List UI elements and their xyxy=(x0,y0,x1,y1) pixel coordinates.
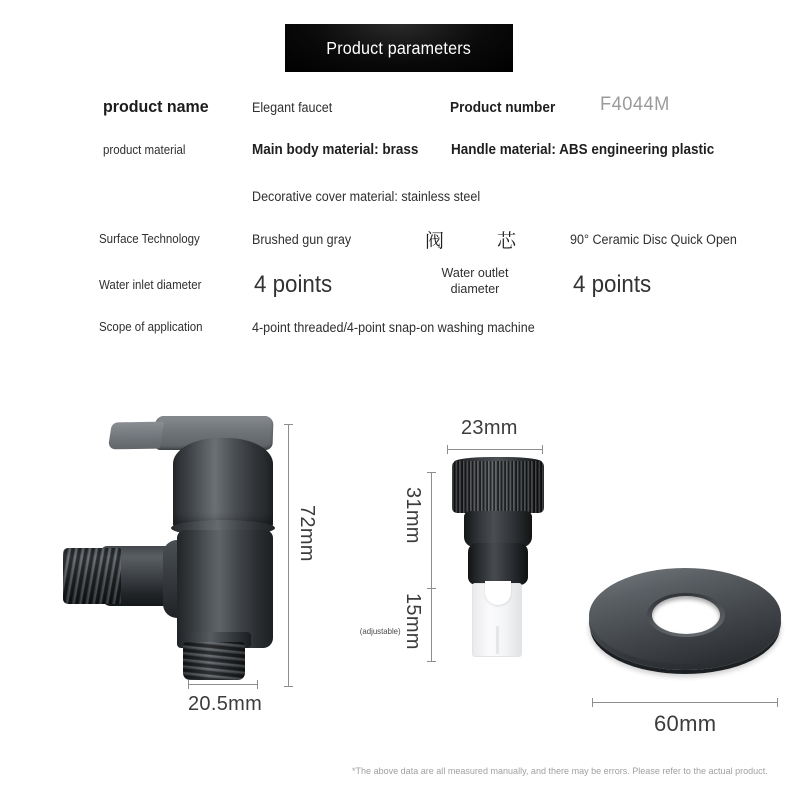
faucet-width-cap-left xyxy=(188,680,189,689)
faucet-body-illustration xyxy=(55,408,305,688)
connector-height-cap-mid xyxy=(427,588,436,589)
spec-value-cover-material: Decorative cover material: stainless steel xyxy=(252,189,481,204)
connector-middle-section xyxy=(464,511,532,547)
spec-value-handle-material: Handle material: ABS engineering plastic xyxy=(451,142,715,158)
spec-key-product-material: product material xyxy=(103,143,186,157)
connector-adjustable-note: (adjustable) xyxy=(359,626,401,636)
faucet-inlet-thread xyxy=(63,548,121,604)
spec-key-water-outlet-diameter: Water outlet diameter xyxy=(441,266,509,296)
faucet-height-dimension-line xyxy=(288,424,289,686)
connector-width-cap-left xyxy=(447,445,448,454)
faucet-outlet-thread xyxy=(183,642,245,680)
spec-value-product-name: Elegant faucet xyxy=(252,100,333,115)
faucet-width-label: 20.5mm xyxy=(188,693,263,715)
connector-width-label: 23mm xyxy=(461,417,518,439)
spec-key-product-number: Product number xyxy=(450,100,556,116)
faucet-width-dimension-line xyxy=(188,684,258,685)
cover-plate-width-label: 60mm xyxy=(654,711,717,736)
spec-key-scope-of-application: Scope of application xyxy=(99,320,203,334)
connector-height-cap-top xyxy=(427,472,436,473)
decorative-cover-illustration xyxy=(585,562,785,687)
connector-width-dimension-line xyxy=(447,449,543,450)
faucet-main-body xyxy=(177,530,273,648)
cover-plate-width-cap-left xyxy=(592,698,593,707)
connector-lower-height-label: 15mm xyxy=(402,593,424,650)
quick-connector-illustration xyxy=(440,455,560,675)
faucet-valve-cap xyxy=(173,438,273,530)
connector-upper-height-label: 31mm xyxy=(402,487,424,544)
spec-value-scope-of-application: 4-point threaded/4-point snap-on washing machine xyxy=(252,320,535,335)
spec-key-surface-technology: Surface Technology xyxy=(99,232,200,246)
cover-plate-center-hole xyxy=(652,596,720,634)
spec-key-valve-core-char1: 阀 xyxy=(425,230,445,252)
spec-value-surface-technology: Brushed gun gray xyxy=(252,232,352,247)
product-parameters-banner xyxy=(285,24,513,72)
spec-value-water-inlet-diameter: 4 points xyxy=(254,271,333,298)
faucet-width-cap-right xyxy=(257,680,258,689)
measurement-disclaimer: *The above data are all measured manually, and there may be errors. Please refer to the actual product. xyxy=(352,766,768,777)
connector-lower-collar xyxy=(468,543,528,585)
cover-plate-width-cap-right xyxy=(777,698,778,707)
spec-value-valve-core: 90° Ceramic Disc Quick Open xyxy=(570,232,737,247)
connector-height-dimension-line xyxy=(431,472,432,662)
connector-knurled-cap xyxy=(452,461,544,513)
banner-title: Product parameters xyxy=(326,37,472,58)
connector-width-cap-right xyxy=(542,445,543,454)
spec-value-water-outlet-diameter: 4 points xyxy=(573,271,652,298)
faucet-height-cap-bottom xyxy=(284,686,293,687)
connector-plastic-tube xyxy=(472,583,522,657)
faucet-height-label: 72mm xyxy=(296,505,318,562)
spec-key-water-inlet-diameter: Water inlet diameter xyxy=(99,278,202,292)
faucet-height-cap-top xyxy=(284,424,293,425)
cover-plate-width-dimension-line xyxy=(592,702,778,703)
connector-height-cap-bottom xyxy=(427,661,436,662)
spec-value-main-body-material: Main body material: brass xyxy=(252,142,419,158)
spec-key-valve-core-char2: 芯 xyxy=(497,230,517,252)
spec-key-product-name: product name xyxy=(103,97,209,116)
spec-value-product-number: F4044M xyxy=(600,94,670,115)
